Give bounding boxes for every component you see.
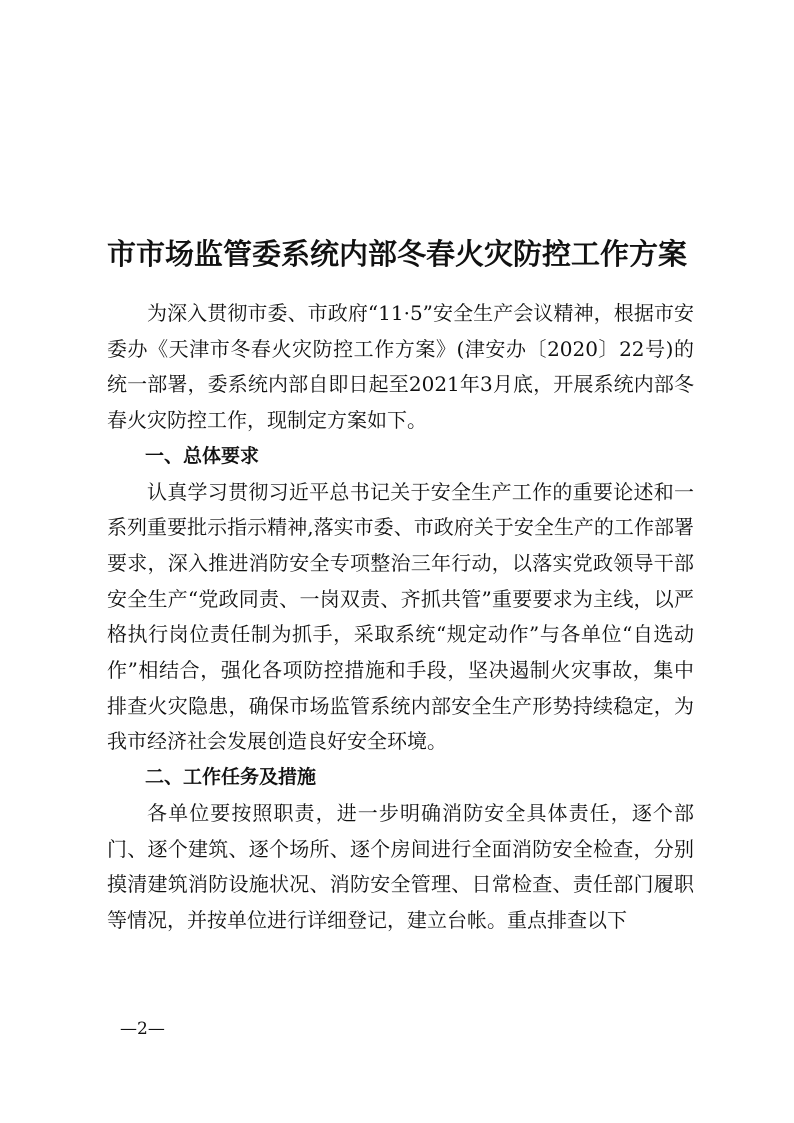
page-number: —2—	[120, 1019, 165, 1039]
intro-paragraph: 为深入贯彻市委、市政府“11·5”安全生产会议精神，根据市安委办《天津市冬春火灾防控工作方案》(津安办〔2020〕22号)的统一部署，委系统内部自即日起至2021年3月底，开展系统内部冬春火灾防控工作，现制定方案如下。	[107, 301, 694, 433]
section-2-heading: 二、工作任务及措施	[145, 766, 317, 789]
document-body	[107, 296, 694, 939]
section-1-heading: 一、总体要求	[145, 444, 260, 467]
section-1-paragraph: 认真学习贯彻习近平总书记关于安全生产工作的重要论述和一系列重要批示指示精神,落实市委、市政府关于安全生产的工作部署要求，深入推进消防安全专项整治三年行动，以落实党政领导干部安全生产“党政同责、一岗双责、齐抓共管”重要要求为主线，以严格执行岗位责任制为抓手，采取系统“规定动作”与各单位“自选动作”相结合，强化各项防控措施和手段，坚决遏制火灾事故，集中排查火灾隐患，确保市场监管系统内部安全生产形势持续稳定，为我市经济社会发展创造良好安全环境。	[107, 479, 694, 754]
section-2-paragraph: 各单位要按照职责，进一步明确消防安全具体责任，逐个部门、逐个建筑、逐个场所、逐个房间进行全面消防安全检查，分别摸清建筑消防设施状况、消防安全管理、日常检查、责任部门履职等情况，并按单位进行详细登记，建立台帐。重点排查以下	[107, 800, 694, 932]
document-title: 市市场监管委系统内部冬春火灾防控工作方案	[106, 237, 687, 272]
